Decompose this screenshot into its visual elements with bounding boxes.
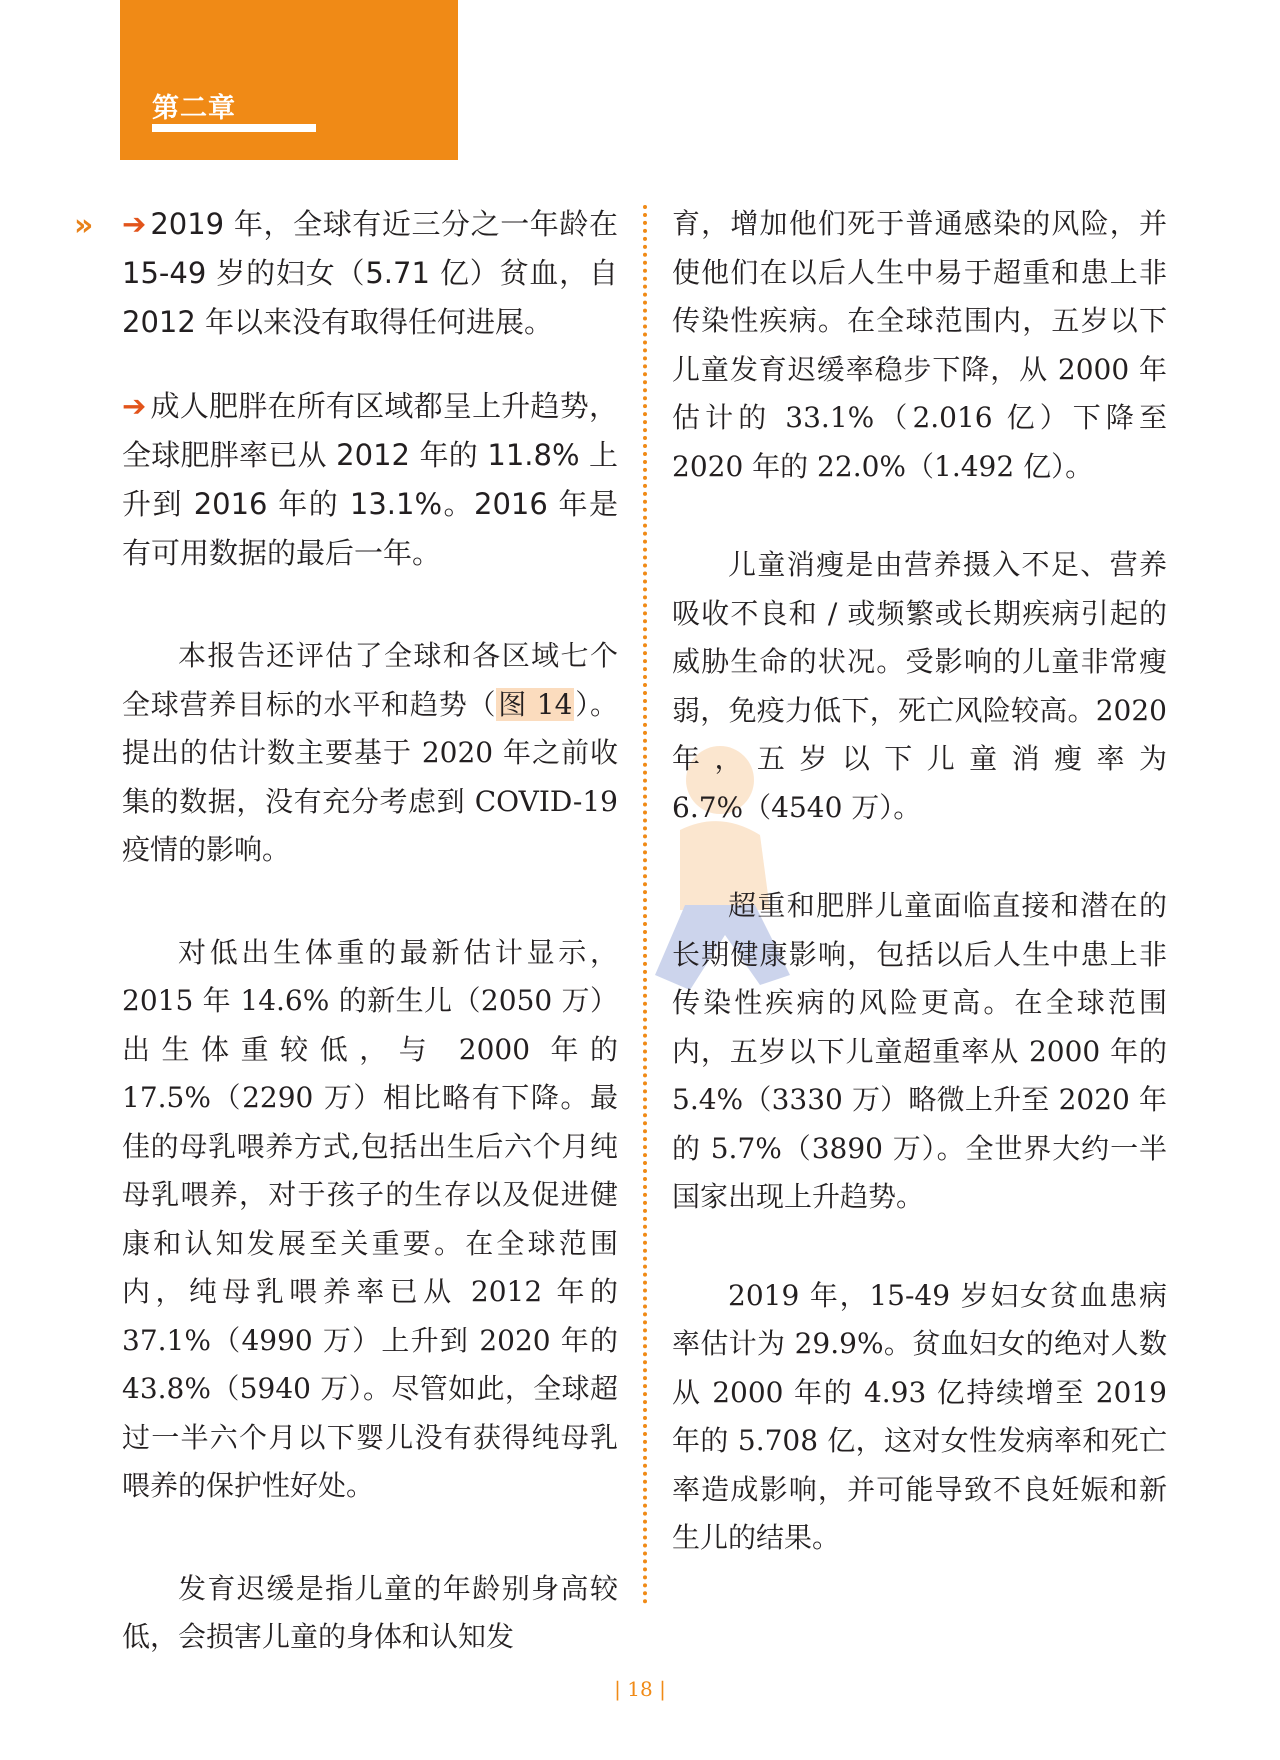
column-divider — [643, 205, 647, 1605]
double-chevron-icon: » — [74, 208, 94, 243]
arrow-icon: ➔ — [122, 207, 147, 241]
key-finding-anemia: ➔ 2019 年，全球有近三分之一年龄在 15-49 岁的妇女（5.71 亿）贫血，自 2012 年以来没有取得任何进展。 — [122, 207, 618, 339]
paragraph-stunting-cont: 育，增加他们死于普通感染的风险，并使他们在以后人生中易于超重和患上非传染性疾病。在全球范围内，五岁以下儿童发育迟缓率稳步下降，从 2000 年估计的 33.1%（2.016 亿）下降至 2020 年的 22.0%（1.492 亿）。 — [672, 207, 1167, 483]
paragraph-wasting: 儿童消瘦是由营养摄入不足、营养吸收不良和 / 或频繁或长期疾病引起的威胁生命的状况。受影响的儿童非常瘦弱，免疫力低下，死亡风险较高。2020 年，五岁以下儿童消瘦率为 6.7%（4540 万）。 — [672, 548, 1167, 824]
chapter-underline — [152, 124, 316, 132]
figure-reference-link[interactable]: 图 14 — [498, 687, 573, 721]
arrow-icon: ➔ — [122, 389, 147, 423]
paragraph-stunting-start: 发育迟缓是指儿童的年龄别身高较低，会损害儿童的身体和认知发 — [122, 1571, 618, 1653]
key-finding-obesity: ➔ 成人肥胖在所有区域都呈上升趋势，全球肥胖率已从 2012 年的 11.8% 上升到 2016 年的 13.1%。2016 年是有可用数据的最后一年。 — [122, 389, 618, 570]
paragraph-low-birth-weight: 对低出生体重的最新估计显示，2015 年 14.6% 的新生儿（2050 万）出生体重较低，与 2000 年的 17.5%（2290 万）相比略有下降。最佳的母乳喂养方式,包括出生后六个月纯母乳喂养，对于孩子的生存以及促进健康和认知发展至关重要。在全球范围内，纯母乳喂养率已从 2012 年的 37.1%（4990 万）上升到 2020 年的 43.8%（5940 万）。尽管如此，全球超过一半六个月以下婴儿没有获得纯母乳喂养的保护性好处。 — [122, 935, 618, 1502]
page-number: | 18 | — [614, 1677, 666, 1701]
paragraph-anemia: 2019 年，15-49 岁妇女贫血患病率估计为 29.9%。贫血妇女的绝对人数从 2000 年的 4.93 亿持续增至 2019 年的 5.708 亿，这对女性发病率和死亡率造成影响，并可能导致不良妊娠和新生儿的结果。 — [672, 1278, 1167, 1554]
chapter-title: 第二章 — [152, 93, 236, 124]
chapter-tab — [120, 0, 458, 160]
right-column — [672, 200, 1167, 1563]
paragraph-targets: 本报告还评估了全球和各区域七个全球营养目标的水平和趋势（图 14）。提出的估计数主要基于 2020 年之前收集的数据，没有充分考虑到 COVID-19 疫情的影响。 — [122, 639, 618, 866]
paragraph-overweight: 超重和肥胖儿童面临直接和潜在的长期健康影响，包括以后人生中患上非传染性疾病的风险更高。在全球范围内，五岁以下儿童超重率从 2000 年的 5.4%（3330 万）略微上升至 2020 年的 5.7%（3890 万）。全世界大约一半国家出现上升趋势。 — [672, 889, 1167, 1213]
left-column — [122, 200, 618, 1662]
